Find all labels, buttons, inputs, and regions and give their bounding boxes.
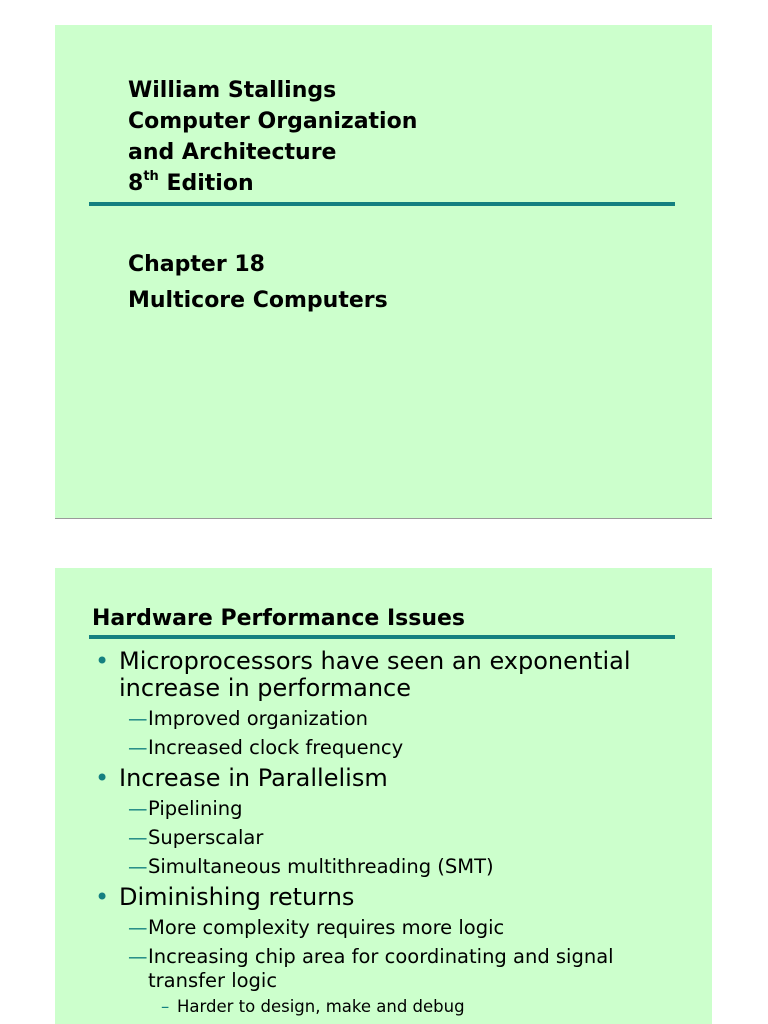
bullet-text: Diminishing returns	[119, 883, 355, 911]
edition-word: Edition	[166, 171, 254, 196]
sub-bullet-text: Superscalar	[148, 826, 264, 849]
sub-bullet-text: Pipelining	[148, 797, 243, 820]
chapter-block	[128, 247, 388, 319]
content-slide	[55, 568, 712, 1024]
book-title-line-2: and Architecture	[128, 140, 337, 165]
sub-bullet-item	[95, 826, 695, 850]
sub-bullet-text: Improved organization	[148, 707, 369, 730]
edition-line	[128, 168, 417, 199]
title-underline	[89, 635, 675, 639]
bullet-list	[95, 648, 695, 1017]
edition-number: 8	[128, 171, 144, 196]
dash-icon: —	[128, 826, 148, 849]
book-title-block	[128, 75, 417, 199]
bullet-icon: •	[95, 764, 110, 792]
bullet-text: Microprocessors have seen an exponential increase in performance	[119, 647, 631, 702]
dash-icon: —	[128, 945, 148, 968]
sub-bullet-item	[95, 945, 628, 993]
sub-bullet-item	[95, 797, 695, 821]
sub-bullet-item	[95, 855, 695, 879]
sub-bullet-text: Simultaneous multithreading (SMT)	[148, 855, 494, 878]
bullet-item	[95, 884, 695, 911]
chapter-number: Chapter 18	[128, 252, 265, 277]
dash-icon: —	[128, 855, 148, 878]
sub-sub-bullet-text: Harder to design, make and debug	[177, 997, 465, 1016]
sub-bullet-item	[95, 707, 695, 731]
sub-bullet-item	[95, 736, 695, 760]
sub-bullet-text: Increasing chip area for coordinating and signal transfer logic	[148, 945, 614, 992]
chapter-title: Multicore Computers	[128, 288, 388, 313]
en-dash-icon: –	[161, 997, 170, 1016]
edition-suffix: th	[143, 168, 159, 184]
bullet-icon: •	[95, 883, 110, 911]
dash-icon: —	[128, 797, 148, 820]
book-author: William Stallings	[128, 78, 337, 103]
sub-bullet-item	[95, 916, 695, 940]
title-divider	[89, 202, 675, 206]
bullet-text: Increase in Parallelism	[119, 764, 388, 792]
sub-bullet-text: More complexity requires more logic	[148, 916, 505, 939]
bullet-item	[95, 765, 695, 792]
bullet-item	[95, 648, 695, 702]
slide-title: Hardware Performance Issues	[92, 606, 465, 631]
dash-icon: —	[128, 707, 148, 730]
title-slide	[55, 25, 712, 518]
bullet-icon: •	[95, 647, 110, 675]
sub-sub-bullet-item	[95, 996, 695, 1017]
dash-icon: —	[128, 916, 148, 939]
book-title-line-1: Computer Organization	[128, 109, 418, 134]
dash-icon: —	[128, 736, 148, 759]
sub-bullet-text: Increased clock frequency	[148, 736, 404, 759]
